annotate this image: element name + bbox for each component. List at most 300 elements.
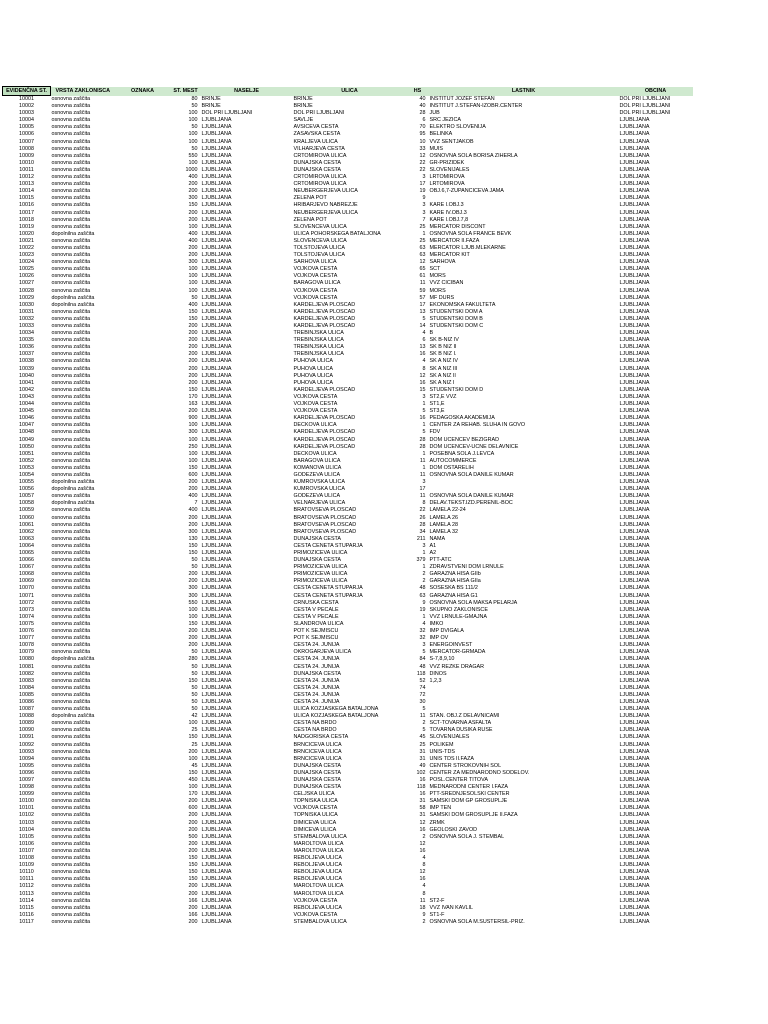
hs-cell[interactable]: 13 <box>419 308 426 315</box>
ulica-cell[interactable]: POT K SEJMIŠČU <box>293 635 339 642</box>
ulica-cell[interactable]: CESTA 24. JUNIJA <box>293 642 340 649</box>
ulica-cell[interactable]: REBOLJEVA ULICA <box>293 855 342 862</box>
hs-cell[interactable]: 49 <box>419 762 426 769</box>
hs-cell[interactable]: 5 <box>422 429 426 436</box>
evidencna-st-cell[interactable]: 10012 <box>19 174 34 181</box>
oznaka-cell[interactable] <box>115 415 171 422</box>
lastnik-cell[interactable]: TOVARNA DUŠIKA RUŠE <box>429 727 493 734</box>
ulica-cell[interactable]: GODEŽEVA ULICA <box>293 471 341 478</box>
obcina-cell[interactable]: LJUBLJANA <box>619 684 650 691</box>
hs-cell[interactable]: 379 <box>416 557 426 564</box>
vrsta-zaklonisca-cell[interactable]: osnovna zaščita <box>51 550 91 556</box>
vrsta-zaklonisca-cell[interactable]: osnovna zaščita <box>51 195 91 202</box>
ulica-cell[interactable]: BRNČIČEVA ULICA <box>293 741 342 748</box>
st-mest-cell[interactable]: 550 <box>188 152 198 159</box>
evidencna-st-cell[interactable]: 10025 <box>19 266 34 273</box>
vrsta-zaklonisca-cell[interactable]: osnovna zaščita <box>51 897 91 904</box>
oznaka-cell[interactable] <box>115 153 171 160</box>
hs-cell[interactable]: 2 <box>422 918 426 925</box>
evidencna-st-cell[interactable]: 10045 <box>19 408 34 415</box>
obcina-cell[interactable]: LJUBLJANA <box>619 372 650 379</box>
hs-cell[interactable]: 11 <box>419 280 426 287</box>
st-mest-cell[interactable]: 200 <box>188 330 198 337</box>
naselje-cell[interactable]: LJUBLJANA <box>201 266 232 273</box>
st-mest-cell[interactable]: 550 <box>188 599 198 606</box>
evidencna-st-cell[interactable]: 10114 <box>19 897 34 904</box>
lastnik-cell[interactable] <box>429 841 619 848</box>
lastnik-cell[interactable] <box>429 891 619 898</box>
oznaka-cell[interactable] <box>115 344 171 351</box>
vrsta-zaklonisca-cell[interactable]: osnovna zaščita <box>51 791 91 798</box>
st-mest-cell[interactable]: 300 <box>188 259 198 266</box>
lastnik-cell[interactable]: ŠTUDENTSKI DOM A <box>429 308 483 315</box>
lastnik-cell[interactable] <box>429 692 619 699</box>
oznaka-cell[interactable] <box>115 848 171 855</box>
evidencna-st-cell[interactable]: 10093 <box>19 748 34 755</box>
oznaka-cell[interactable] <box>115 784 171 791</box>
evidencna-st-cell[interactable]: 10108 <box>19 855 34 862</box>
evidencna-st-cell[interactable]: 10116 <box>19 911 34 918</box>
st-mest-cell[interactable]: 150 <box>188 869 198 876</box>
lastnik-cell[interactable]: VVZ CICIBAN <box>429 280 464 287</box>
oznaka-cell[interactable] <box>115 486 171 493</box>
evidencna-st-cell[interactable]: 10043 <box>19 393 34 400</box>
hs-cell[interactable]: 8 <box>422 862 426 869</box>
lastnik-cell[interactable]: KARE IV.OBJ.3 <box>429 209 467 216</box>
vrsta-zaklonisca-cell[interactable]: osnovna zaščita <box>51 159 91 166</box>
naselje-cell[interactable]: LJUBLJANA <box>201 252 232 259</box>
hs-cell[interactable]: 7 <box>422 216 426 223</box>
evidencna-st-cell[interactable]: 10059 <box>19 507 34 514</box>
ulica-cell[interactable]: KUMROVŠKA ULICA <box>293 479 346 486</box>
ulica-cell[interactable]: VOJKOVA CESTA <box>293 393 338 400</box>
vrsta-zaklonisca-cell[interactable]: osnovna zaščita <box>51 571 91 578</box>
lastnik-cell[interactable]: DOM OSTARELIH <box>429 464 474 471</box>
evidencna-st-cell[interactable]: 10090 <box>19 727 34 734</box>
vrsta-zaklonisca-cell[interactable]: osnovna zaščita <box>51 415 91 422</box>
lastnik-cell[interactable]: PTT-ATC <box>429 557 452 564</box>
obcina-cell[interactable]: LJUBLJANA <box>619 656 650 663</box>
vrsta-zaklonisca-cell[interactable]: dopolnilna zaščita <box>51 479 95 486</box>
st-mest-cell[interactable]: 50 <box>191 557 198 564</box>
ulica-cell[interactable]: CESTA NA BRDO <box>293 727 337 734</box>
oznaka-cell[interactable] <box>115 507 171 514</box>
ulica-cell[interactable]: CESTA CENETA ŠTUPARJA <box>293 592 363 599</box>
hs-cell[interactable]: 74 <box>419 684 426 691</box>
ulica-cell[interactable]: BARAGOVA ULICA <box>293 457 341 464</box>
vrsta-zaklonisca-cell[interactable]: osnovna zaščita <box>51 145 91 152</box>
vrsta-zaklonisca-cell[interactable]: osnovna zaščita <box>51 223 91 230</box>
vrsta-zaklonisca-cell[interactable]: osnovna zaščita <box>51 124 91 131</box>
hs-cell[interactable]: 18 <box>419 904 426 911</box>
ulica-cell[interactable]: CESTA 24. JUNIJA <box>293 677 340 684</box>
naselje-cell[interactable]: LJUBLJANA <box>201 762 232 769</box>
ulica-cell[interactable]: PRIMOŽIČEVA ULICA <box>293 571 348 578</box>
ulica-cell[interactable]: CESTA 24. JUNIJA <box>293 663 340 670</box>
oznaka-cell[interactable] <box>115 585 171 592</box>
vrsta-zaklonisca-cell[interactable]: osnovna zaščita <box>51 862 91 869</box>
oznaka-cell[interactable] <box>115 614 171 621</box>
naselje-cell[interactable]: LJUBLJANA <box>201 145 232 152</box>
naselje-cell[interactable]: LJUBLJANA <box>201 351 232 358</box>
vrsta-zaklonisca-cell[interactable]: osnovna zaščita <box>51 450 91 457</box>
naselje-cell[interactable]: LJUBLJANA <box>201 301 232 308</box>
st-mest-cell[interactable]: 100 <box>188 457 198 464</box>
hs-cell[interactable]: 59 <box>419 287 426 294</box>
evidencna-st-cell[interactable]: 10078 <box>19 642 34 649</box>
obcina-cell[interactable]: LJUBLJANA <box>619 628 650 635</box>
hs-cell[interactable]: 10 <box>419 138 426 145</box>
vrsta-zaklonisca-cell[interactable]: osnovna zaščita <box>51 174 91 181</box>
ulica-cell[interactable]: TREBINJSKA ULICA <box>293 344 344 351</box>
oznaka-cell[interactable] <box>115 557 171 564</box>
vrsta-zaklonisca-cell[interactable]: osnovna zaščita <box>51 727 91 734</box>
ulica-cell[interactable]: BRINJE <box>293 95 313 102</box>
hs-cell[interactable]: 1 <box>422 450 426 457</box>
naselje-cell[interactable]: LJUBLJANA <box>201 443 232 450</box>
col-header-st-mest[interactable]: ST. MEST <box>171 87 201 96</box>
obcina-cell[interactable]: LJUBLJANA <box>619 791 650 798</box>
lastnik-cell[interactable]: ENERGOINVEST <box>429 642 473 649</box>
lastnik-cell[interactable]: UNIS-TDS <box>429 748 455 755</box>
st-mest-cell[interactable]: 200 <box>188 812 198 819</box>
ulica-cell[interactable]: ZASAVSKA CESTA <box>293 131 341 138</box>
obcina-cell[interactable]: LJUBLJANA <box>619 777 650 783</box>
naselje-cell[interactable]: LJUBLJANA <box>201 883 232 890</box>
oznaka-cell[interactable] <box>115 905 171 912</box>
lastnik-cell[interactable] <box>429 848 619 855</box>
vrsta-zaklonisca-cell[interactable]: osnovna zaščita <box>51 344 91 351</box>
obcina-cell[interactable]: LJUBLJANA <box>619 663 650 670</box>
evidencna-st-cell[interactable]: 10102 <box>19 812 34 819</box>
obcina-cell[interactable]: LJUBLJANA <box>619 216 650 223</box>
oznaka-cell[interactable] <box>115 685 171 692</box>
lastnik-cell[interactable]: ŠARHOVA <box>429 259 456 266</box>
evidencna-st-cell[interactable]: 10017 <box>19 209 34 216</box>
oznaka-cell[interactable] <box>115 820 171 827</box>
naselje-cell[interactable]: LJUBLJANA <box>201 117 232 124</box>
obcina-cell[interactable]: LJUBLJANA <box>619 237 650 244</box>
hs-cell[interactable]: 33 <box>419 145 426 152</box>
vrsta-zaklonisca-cell[interactable]: osnovna zaščita <box>51 706 91 713</box>
ulica-cell[interactable]: KARDELJEVA PLOŠČAD <box>293 415 356 422</box>
oznaka-cell[interactable] <box>115 543 171 550</box>
obcina-cell[interactable]: LJUBLJANA <box>619 741 650 748</box>
evidencna-st-cell[interactable]: 10055 <box>19 479 34 486</box>
st-mest-cell[interactable]: 80 <box>191 95 198 102</box>
naselje-cell[interactable]: LJUBLJANA <box>201 202 232 209</box>
obcina-cell[interactable]: LJUBLJANA <box>619 379 650 386</box>
oznaka-cell[interactable] <box>115 898 171 905</box>
naselje-cell[interactable]: LJUBLJANA <box>201 720 232 727</box>
naselje-cell[interactable]: LJUBLJANA <box>201 528 232 535</box>
oznaka-cell[interactable] <box>115 117 171 124</box>
lastnik-cell[interactable]: SK A NIZ III <box>429 365 458 372</box>
obcina-cell[interactable]: LJUBLJANA <box>619 812 650 819</box>
naselje-cell[interactable]: LJUBLJANA <box>201 287 232 294</box>
vrsta-zaklonisca-cell[interactable]: osnovna zaščita <box>51 273 91 280</box>
oznaka-cell[interactable] <box>115 756 171 763</box>
lastnik-cell[interactable]: MUIS <box>429 145 443 152</box>
naselje-cell[interactable]: LJUBLJANA <box>201 862 232 869</box>
oznaka-cell[interactable] <box>115 635 171 642</box>
obcina-cell[interactable]: LJUBLJANA <box>619 159 650 166</box>
st-mest-cell[interactable]: 166 <box>188 897 198 904</box>
naselje-cell[interactable]: LJUBLJANA <box>201 592 232 599</box>
lastnik-cell[interactable]: VVZ REZKE DRAGAR <box>429 663 485 670</box>
obcina-cell[interactable]: LJUBLJANA <box>619 507 650 514</box>
st-mest-cell[interactable]: 200 <box>188 337 198 344</box>
ulica-cell[interactable]: DUNAJSKA CESTA <box>293 166 342 173</box>
hs-cell[interactable]: 5 <box>422 649 426 656</box>
st-mest-cell[interactable]: 200 <box>188 890 198 897</box>
ulica-cell[interactable]: PRIMOŽIČEVA ULICA <box>293 578 348 585</box>
evidencna-st-cell[interactable]: 10006 <box>19 131 34 138</box>
ulica-cell[interactable]: TREBINJSKA ULICA <box>293 351 344 358</box>
st-mest-cell[interactable]: 600 <box>188 805 198 812</box>
evidencna-st-cell[interactable]: 10008 <box>19 145 34 152</box>
hs-cell[interactable]: 12 <box>419 869 426 876</box>
vrsta-zaklonisca-cell[interactable]: osnovna zaščita <box>51 237 91 244</box>
st-mest-cell[interactable]: 200 <box>188 344 198 351</box>
vrsta-zaklonisca-cell[interactable]: osnovna zaščita <box>51 514 91 521</box>
st-mest-cell[interactable]: 100 <box>188 159 198 166</box>
lastnik-cell[interactable]: LRTOMIROVA <box>429 174 465 181</box>
vrsta-zaklonisca-cell[interactable]: osnovna zaščita <box>51 847 91 854</box>
ulica-cell[interactable]: NEUBERGERJEVA ULICA <box>293 209 358 216</box>
st-mest-cell[interactable]: 100 <box>188 450 198 457</box>
naselje-cell[interactable]: LJUBLJANA <box>201 812 232 819</box>
naselje-cell[interactable]: LJUBLJANA <box>201 486 232 493</box>
oznaka-cell[interactable] <box>115 302 171 309</box>
ulica-cell[interactable]: KARDELJEVA PLOŠČAD <box>293 443 356 450</box>
lastnik-cell[interactable]: MERCATOR KIT <box>429 252 470 259</box>
naselje-cell[interactable]: LJUBLJANA <box>201 500 232 507</box>
oznaka-cell[interactable] <box>115 678 171 685</box>
obcina-cell[interactable]: LJUBLJANA <box>619 698 650 705</box>
st-mest-cell[interactable]: 50 <box>191 670 198 677</box>
oznaka-cell[interactable] <box>115 671 171 678</box>
ulica-cell[interactable]: BRINJE <box>293 103 313 110</box>
st-mest-cell[interactable]: 400 <box>188 301 198 308</box>
ulica-cell[interactable]: DUNAJSKA CESTA <box>293 777 342 783</box>
ulica-cell[interactable]: PRIMOŽIČEVA ULICA <box>293 550 348 556</box>
vrsta-zaklonisca-cell[interactable]: osnovna zaščita <box>51 677 91 684</box>
st-mest-cell[interactable]: 150 <box>188 769 198 776</box>
evidencna-st-cell[interactable]: 10073 <box>19 606 34 613</box>
naselje-cell[interactable]: LJUBLJANA <box>201 798 232 805</box>
obcina-cell[interactable]: LJUBLJANA <box>619 557 650 564</box>
evidencna-st-cell[interactable]: 10082 <box>19 670 34 677</box>
st-mest-cell[interactable]: 200 <box>188 323 198 329</box>
vrsta-zaklonisca-cell[interactable]: osnovna zaščita <box>51 110 91 117</box>
naselje-cell[interactable]: LJUBLJANA <box>201 847 232 854</box>
lastnik-cell[interactable]: MF DURS <box>429 294 455 301</box>
hs-cell[interactable]: 31 <box>419 798 426 805</box>
vrsta-zaklonisca-cell[interactable]: osnovna zaščita <box>51 918 91 925</box>
oznaka-cell[interactable] <box>115 827 171 834</box>
st-mest-cell[interactable]: 200 <box>188 883 198 890</box>
ulica-cell[interactable]: VOJKOVA CESTA <box>293 911 338 918</box>
oznaka-cell[interactable] <box>115 912 171 919</box>
st-mest-cell[interactable]: 7 <box>194 500 198 507</box>
oznaka-cell[interactable] <box>115 500 171 507</box>
hs-cell[interactable]: 48 <box>419 585 426 592</box>
hs-cell[interactable]: 28 <box>419 110 426 117</box>
hs-cell[interactable]: 1 <box>422 422 426 429</box>
naselje-cell[interactable]: LJUBLJANA <box>201 386 232 393</box>
ulica-cell[interactable]: KARDELJEVA PLOŠČAD <box>293 323 356 329</box>
oznaka-cell[interactable] <box>115 855 171 862</box>
st-mest-cell[interactable]: 50 <box>191 294 198 301</box>
naselje-cell[interactable]: LJUBLJANA <box>201 571 232 578</box>
hs-cell[interactable]: 1 <box>422 613 426 620</box>
evidencna-st-cell[interactable]: 10022 <box>19 244 34 251</box>
obcina-cell[interactable]: LJUBLJANA <box>619 422 650 429</box>
hs-cell[interactable]: 58 <box>419 805 426 812</box>
naselje-cell[interactable]: LJUBLJANA <box>201 280 232 287</box>
lastnik-cell[interactable]: PEDAGOŠKA AKADEMIJA <box>429 415 495 422</box>
evidencna-st-cell[interactable]: 10038 <box>19 358 34 365</box>
lastnik-cell[interactable]: MERCATOR-GRMADA <box>429 649 486 656</box>
lastnik-cell[interactable] <box>429 883 619 890</box>
vrsta-zaklonisca-cell[interactable]: dopolnilna zaščita <box>51 500 95 507</box>
st-mest-cell[interactable]: 100 <box>188 422 198 429</box>
st-mest-cell[interactable]: 150 <box>188 677 198 684</box>
oznaka-cell[interactable] <box>115 394 171 401</box>
oznaka-cell[interactable] <box>115 763 171 770</box>
vrsta-zaklonisca-cell[interactable]: dopolnilna zaščita <box>51 301 95 308</box>
obcina-cell[interactable]: DOL PRI LJUBLJANI <box>619 103 671 110</box>
obcina-cell[interactable]: LJUBLJANA <box>619 592 650 599</box>
lastnik-cell[interactable]: CENTER ZA MEDNARODNO SODELOV. <box>429 769 530 776</box>
lastnik-cell[interactable]: GARAŽNA HIŠA GIIa <box>429 578 481 585</box>
ulica-cell[interactable]: OKROGARJEVA ULICA <box>293 649 352 656</box>
obcina-cell[interactable]: LJUBLJANA <box>619 252 650 259</box>
hs-cell[interactable]: 95 <box>419 131 426 138</box>
hs-cell[interactable]: 16 <box>419 876 426 883</box>
hs-cell[interactable]: 31 <box>419 812 426 819</box>
evidencna-st-cell[interactable]: 10009 <box>19 152 34 159</box>
oznaka-cell[interactable] <box>115 259 171 266</box>
ulica-cell[interactable]: PUHOVA ULICA <box>293 379 333 386</box>
st-mest-cell[interactable]: 600 <box>188 471 198 478</box>
ulica-cell[interactable]: MAROLTOVA ULICA <box>293 847 344 854</box>
obcina-cell[interactable]: LJUBLJANA <box>619 223 650 230</box>
naselje-cell[interactable]: LJUBLJANA <box>201 315 232 322</box>
st-mest-cell[interactable]: 200 <box>188 181 198 188</box>
ulica-cell[interactable]: CESTA CENETA ŠTUPARJA <box>293 585 363 592</box>
lastnik-cell[interactable]: CENTER ZA REHAB. SLUHA IN GOVO <box>429 422 526 429</box>
hs-cell[interactable]: 63 <box>419 252 426 259</box>
vrsta-zaklonisca-cell[interactable]: osnovna zaščita <box>51 252 91 259</box>
st-mest-cell[interactable]: 100 <box>188 273 198 280</box>
hs-cell[interactable]: 14 <box>419 323 426 329</box>
lastnik-cell[interactable] <box>429 706 619 713</box>
st-mest-cell[interactable]: 200 <box>188 486 198 493</box>
vrsta-zaklonisca-cell[interactable]: osnovna zaščita <box>51 642 91 649</box>
lastnik-cell[interactable]: MORS <box>429 273 446 280</box>
lastnik-cell[interactable]: ZDRAVSTVENI DOM LRNULE <box>429 564 504 571</box>
ulica-cell[interactable]: VOJKOVA CESTA <box>293 273 338 280</box>
naselje-cell[interactable]: LJUBLJANA <box>201 521 232 528</box>
st-mest-cell[interactable]: 200 <box>188 642 198 649</box>
hs-cell[interactable]: 12 <box>419 840 426 847</box>
ulica-cell[interactable]: POT K SEJMIŠČU <box>293 628 339 635</box>
vrsta-zaklonisca-cell[interactable]: dopolnilna zaščita <box>51 713 95 720</box>
vrsta-zaklonisca-cell[interactable]: osnovna zaščita <box>51 755 91 762</box>
vrsta-zaklonisca-cell[interactable]: osnovna zaščita <box>51 216 91 223</box>
naselje-cell[interactable]: LJUBLJANA <box>201 876 232 883</box>
oznaka-cell[interactable] <box>115 437 171 444</box>
st-mest-cell[interactable]: 200 <box>188 798 198 805</box>
ulica-cell[interactable]: MAROLTOVA ULICA <box>293 890 344 897</box>
naselje-cell[interactable]: LJUBLJANA <box>201 337 232 344</box>
hs-cell[interactable]: 9 <box>422 195 426 202</box>
hs-cell[interactable]: 1 <box>422 401 426 408</box>
st-mest-cell[interactable]: 100 <box>188 131 198 138</box>
hs-cell[interactable]: 9 <box>422 911 426 918</box>
ulica-cell[interactable]: CESTA 24. JUNIJA <box>293 656 340 663</box>
evidencna-st-cell[interactable]: 10021 <box>19 237 34 244</box>
obcina-cell[interactable]: LJUBLJANA <box>619 890 650 897</box>
obcina-cell[interactable]: LJUBLJANA <box>619 415 650 422</box>
ulica-cell[interactable]: VOJKOVA CESTA <box>293 401 338 408</box>
hs-cell[interactable]: 25 <box>419 223 426 230</box>
lastnik-cell[interactable]: OBJ.6,7-ŽUPANČIČEVA JAMA <box>429 188 504 195</box>
evidencna-st-cell[interactable]: 10003 <box>19 110 34 117</box>
lastnik-cell[interactable]: KARE I.OBJ.3 <box>429 202 464 209</box>
oznaka-cell[interactable] <box>115 777 171 784</box>
vrsta-zaklonisca-cell[interactable]: osnovna zaščita <box>51 188 91 195</box>
naselje-cell[interactable]: LJUBLJANA <box>201 174 232 181</box>
hs-cell[interactable]: 72 <box>419 691 426 698</box>
vrsta-zaklonisca-cell[interactable]: osnovna zaščita <box>51 521 91 528</box>
hs-cell[interactable]: 31 <box>419 755 426 762</box>
oznaka-cell[interactable] <box>115 649 171 656</box>
naselje-cell[interactable]: LJUBLJANA <box>201 181 232 188</box>
naselje-cell[interactable]: LJUBLJANA <box>201 727 232 734</box>
vrsta-zaklonisca-cell[interactable]: osnovna zaščita <box>51 720 91 727</box>
oznaka-cell[interactable] <box>115 493 171 500</box>
lastnik-cell[interactable]: SAMSKI DOM GP GROSUPLJE <box>429 798 508 805</box>
ulica-cell[interactable]: ZELENA POT <box>293 195 327 202</box>
st-mest-cell[interactable]: 50 <box>191 684 198 691</box>
naselje-cell[interactable]: LJUBLJANA <box>201 869 232 876</box>
oznaka-cell[interactable] <box>115 139 171 146</box>
naselje-cell[interactable]: LJUBLJANA <box>201 713 232 720</box>
oznaka-cell[interactable] <box>115 146 171 153</box>
naselje-cell[interactable]: LJUBLJANA <box>201 670 232 677</box>
vrsta-zaklonisca-cell[interactable]: osnovna zaščita <box>51 542 91 549</box>
st-mest-cell[interactable]: 50 <box>191 706 198 713</box>
obcina-cell[interactable]: LJUBLJANA <box>619 869 650 876</box>
obcina-cell[interactable]: LJUBLJANA <box>619 826 650 833</box>
naselje-cell[interactable]: LJUBLJANA <box>201 826 232 833</box>
obcina-cell[interactable]: LJUBLJANA <box>619 457 650 464</box>
st-mest-cell[interactable]: 42 <box>191 713 198 720</box>
evidencna-st-cell[interactable]: 10066 <box>19 557 34 564</box>
naselje-cell[interactable]: LJUBLJANA <box>201 237 232 244</box>
hs-cell[interactable]: 2 <box>422 833 426 840</box>
obcina-cell[interactable]: LJUBLJANA <box>619 635 650 642</box>
evidencna-st-cell[interactable]: 10047 <box>19 422 34 429</box>
obcina-cell[interactable]: LJUBLJANA <box>619 393 650 400</box>
hs-cell[interactable]: 45 <box>419 734 426 741</box>
ulica-cell[interactable]: SAVLJE <box>293 117 314 124</box>
ulica-cell[interactable]: REBOLJEVA ULICA <box>293 876 342 883</box>
lastnik-cell[interactable]: OSNOVNA ŠOLA M.ŠUŠTERŠIL-PRIZ. <box>429 918 525 925</box>
